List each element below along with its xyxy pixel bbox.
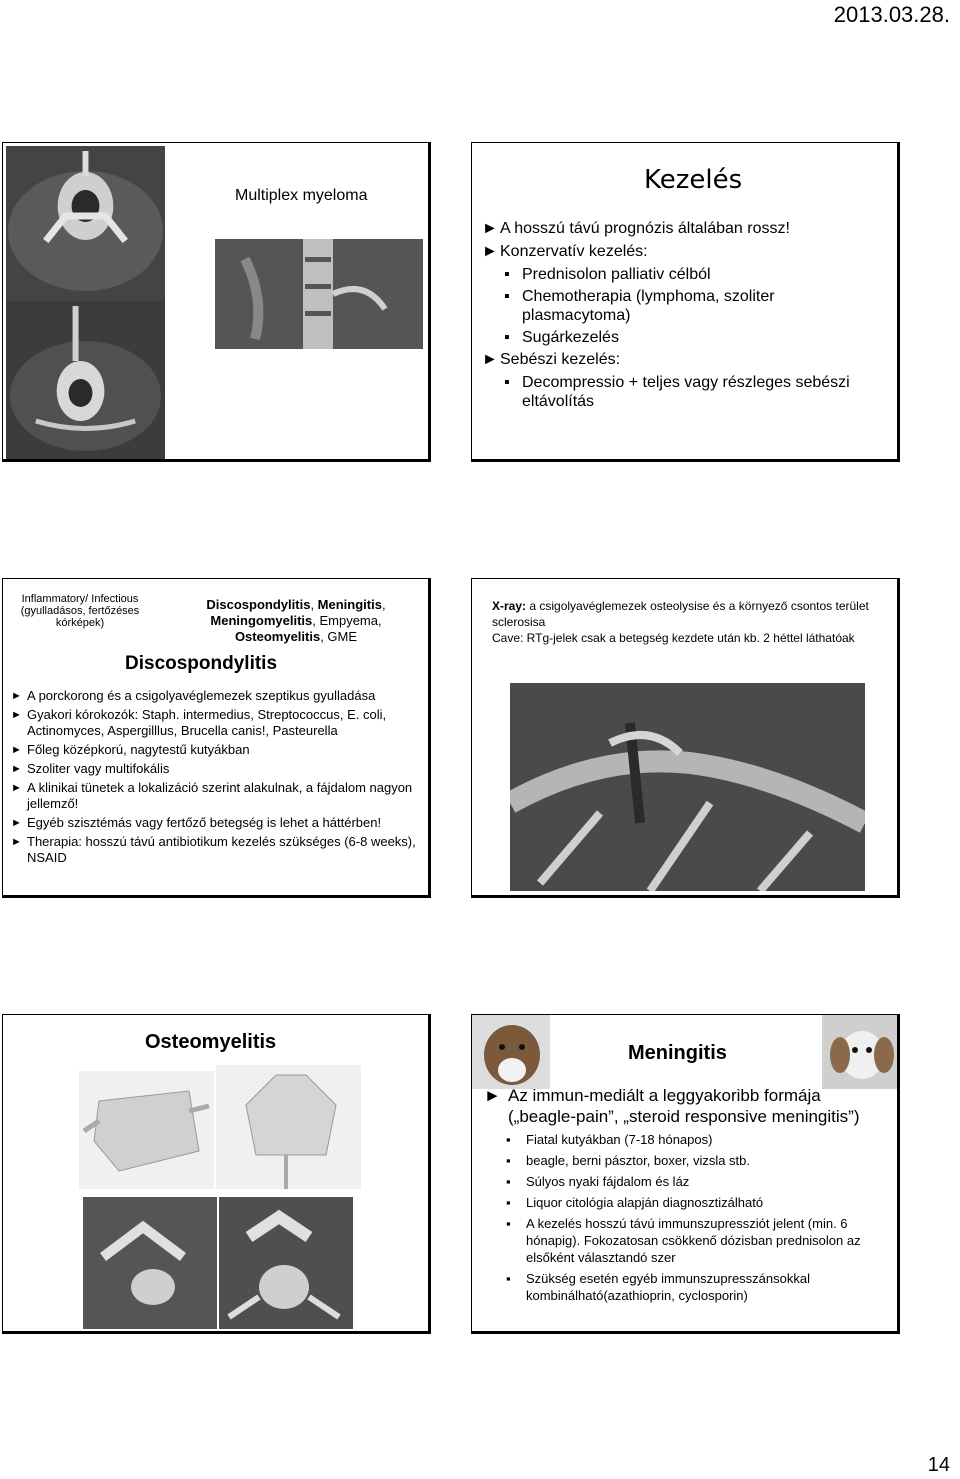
slide-xray — [471, 578, 900, 898]
sub-bullet-text: A kezelés hosszú távú immunszupressziót jelent (min. 6 hónapig). Fokozatosan csökkenő dózisban prednisolon az elsőként választandó szer — [526, 1216, 861, 1265]
sub-bullet-text: Sugárkezelés — [522, 329, 619, 346]
ct-image-1 — [6, 146, 165, 301]
sub-bullet-text: beagle, berni pásztor, boxer, vizsla stb. — [526, 1153, 751, 1168]
triangle-bullet-icon: ► — [11, 817, 22, 829]
ct-slice-1 — [83, 1197, 217, 1329]
ct-slice-2 — [219, 1197, 353, 1329]
square-bullet-icon: ▪ — [504, 374, 510, 391]
mri-image — [215, 239, 423, 349]
bullet-item — [11, 761, 423, 777]
slide-osteomyelitis — [2, 1014, 431, 1334]
disease-separator: , GME — [320, 629, 358, 644]
disease-separator: , — [381, 597, 386, 612]
bullet-text: A hosszú távú prognózis általában rossz! — [500, 220, 790, 237]
bone-model-image-1 — [79, 1071, 214, 1189]
bullet-list — [11, 688, 423, 869]
sub-bullet-item — [506, 1194, 888, 1211]
sub-bullet-text: Szükség esetén egyéb immunszupresszánsokkal kombinálható(azathioprin, cyclosporin) — [526, 1271, 810, 1303]
bullet-text: Konzervatív kezelés: — [500, 243, 648, 260]
slide-kezeles — [471, 142, 900, 462]
bullet-item — [482, 242, 887, 261]
slide-discospondylitis — [2, 578, 431, 898]
square-bullet-icon: ▪ — [504, 329, 510, 346]
sub-bullet-list — [506, 1131, 888, 1308]
square-bullet-icon: ▪ — [506, 1271, 511, 1286]
square-bullet-icon: ▪ — [504, 266, 510, 283]
slide-meningitis — [471, 1014, 900, 1334]
slide-title: Osteomyelitis — [145, 1031, 277, 1053]
slide-title: Multiplex myeloma — [235, 187, 368, 204]
disease-name: Meningomyelitis — [210, 613, 313, 628]
slide-multiplex-myeloma — [2, 142, 431, 462]
square-bullet-icon: ▪ — [506, 1132, 511, 1147]
bullet-item — [482, 350, 887, 369]
triangle-bullet-icon: ► — [11, 763, 22, 775]
triangle-bullet-icon: ► — [11, 709, 22, 721]
square-bullet-icon: ▪ — [504, 288, 510, 305]
bullet-text: Therapia: hosszú távú antibiotikum kezelés szükséges (6-8 weeks), NSAID — [27, 834, 416, 865]
sub-bullet-item — [482, 265, 887, 284]
sub-bullet-item — [506, 1270, 888, 1304]
xray-label: X-ray: — [492, 599, 527, 613]
bullet-text: Sebészi kezelés: — [500, 351, 621, 368]
bullet-text: Gyakori kórokozók: Staph. intermedius, Streptococcus, E. coli, Actinomyces, Aspergilllus, Brucella canis!, Pasteurella — [27, 707, 387, 738]
bullet-text: A klinikai tünetek a lokalizáció szerint alakulnak, a fájdalom nagyon jellemző! — [27, 780, 413, 811]
bullet-list — [482, 219, 887, 414]
beagle-puppy-photo — [822, 1015, 900, 1089]
sub-bullet-item — [482, 373, 887, 411]
bullet-item — [11, 742, 423, 758]
bullet-text: A porckorong és a csigolyavéglemezek szeptikus gyulladása — [27, 688, 376, 703]
category-label: Inflammatory/ Infectious (gyulladásos, fertőzéses kórképek) — [20, 593, 140, 629]
sub-bullet-item — [506, 1131, 888, 1148]
bullet-text: Szoliter vagy multifokális — [27, 761, 170, 776]
triangle-bullet-icon: ► — [482, 220, 498, 237]
cave-note: Cave: RTg-jelek csak a betegség kezdete után kb. 2 héttel láthatóak — [492, 631, 855, 645]
square-bullet-icon: ▪ — [506, 1195, 511, 1210]
square-bullet-icon: ▪ — [506, 1174, 511, 1189]
page-number: 14 — [927, 1454, 950, 1476]
boxer-dog-photo — [472, 1015, 550, 1089]
slide-title: Meningitis — [628, 1042, 727, 1064]
bullet-text: Főleg középkorú, nagytestű kutyákban — [27, 742, 250, 757]
slide-title: Kezelés — [644, 165, 743, 195]
main-bullet-subtext: („beagle-pain”, „steroid responsive meningitis”) — [508, 1107, 860, 1126]
sub-bullet-item — [506, 1152, 888, 1169]
bullet-item — [11, 815, 423, 831]
square-bullet-icon: ▪ — [506, 1216, 511, 1231]
sub-bullet-text: Fiatal kutyákban (7-18 hónapos) — [526, 1132, 713, 1147]
triangle-bullet-icon: ► — [11, 744, 22, 756]
sub-bullet-text: Prednisolon palliativ célból — [522, 266, 711, 283]
triangle-bullet-icon: ► — [482, 243, 498, 260]
bullet-item — [11, 707, 423, 739]
page-date: 2013.03.28. — [833, 2, 950, 27]
triangle-bullet-icon: ► — [11, 782, 22, 794]
triangle-bullet-icon: ► — [482, 351, 498, 368]
sub-bullet-text: Súlyos nyaki fájdalom és láz — [526, 1174, 690, 1189]
disease-name: Osteomyelitis — [234, 629, 321, 644]
xray-text: a csigolyavéglemezek osteolysise és a környező csontos terület sclerosisa — [492, 599, 869, 629]
bullet-item — [11, 834, 423, 866]
bullet-item — [11, 780, 423, 812]
bullet-item — [482, 219, 887, 238]
sub-bullet-item — [506, 1215, 888, 1266]
disease-separator: , — [310, 597, 318, 612]
triangle-bullet-icon: ► — [11, 690, 22, 702]
triangle-bullet-icon: ► — [11, 836, 22, 848]
main-bullet-text: Az immun-mediált a leggyakoribb formája — [508, 1086, 821, 1105]
xray-image — [510, 683, 865, 891]
bone-model-image-2 — [216, 1065, 361, 1189]
main-bullet — [484, 1085, 884, 1127]
sub-bullet-text: Decompressio + teljes vagy részleges sebészi eltávolítás — [522, 374, 850, 410]
bullet-text: Egyéb szisztémás vagy fertőző betegség is lehet a háttérben! — [27, 815, 382, 830]
sub-bullet-item — [482, 287, 887, 325]
sub-bullet-text: Liquor citológia alapján diagnosztizálható — [526, 1195, 764, 1210]
sub-bullet-item — [482, 328, 887, 347]
sub-bullet-item — [506, 1173, 888, 1190]
sub-bullet-text: Chemotherapia (lymphoma, szoliter plasmacytoma) — [522, 288, 775, 324]
xray-description — [492, 598, 887, 630]
square-bullet-icon: ▪ — [506, 1153, 511, 1168]
disease-name: Meningitis — [317, 597, 382, 612]
disease-list — [181, 597, 411, 645]
disease-separator: , Empyema, — [312, 613, 382, 628]
ct-image-2 — [6, 301, 165, 459]
triangle-bullet-icon: ► — [484, 1086, 501, 1105]
slide-title: Discospondylitis — [125, 653, 278, 674]
bullet-item — [11, 688, 423, 704]
disease-name: Discospondylitis — [206, 597, 311, 612]
